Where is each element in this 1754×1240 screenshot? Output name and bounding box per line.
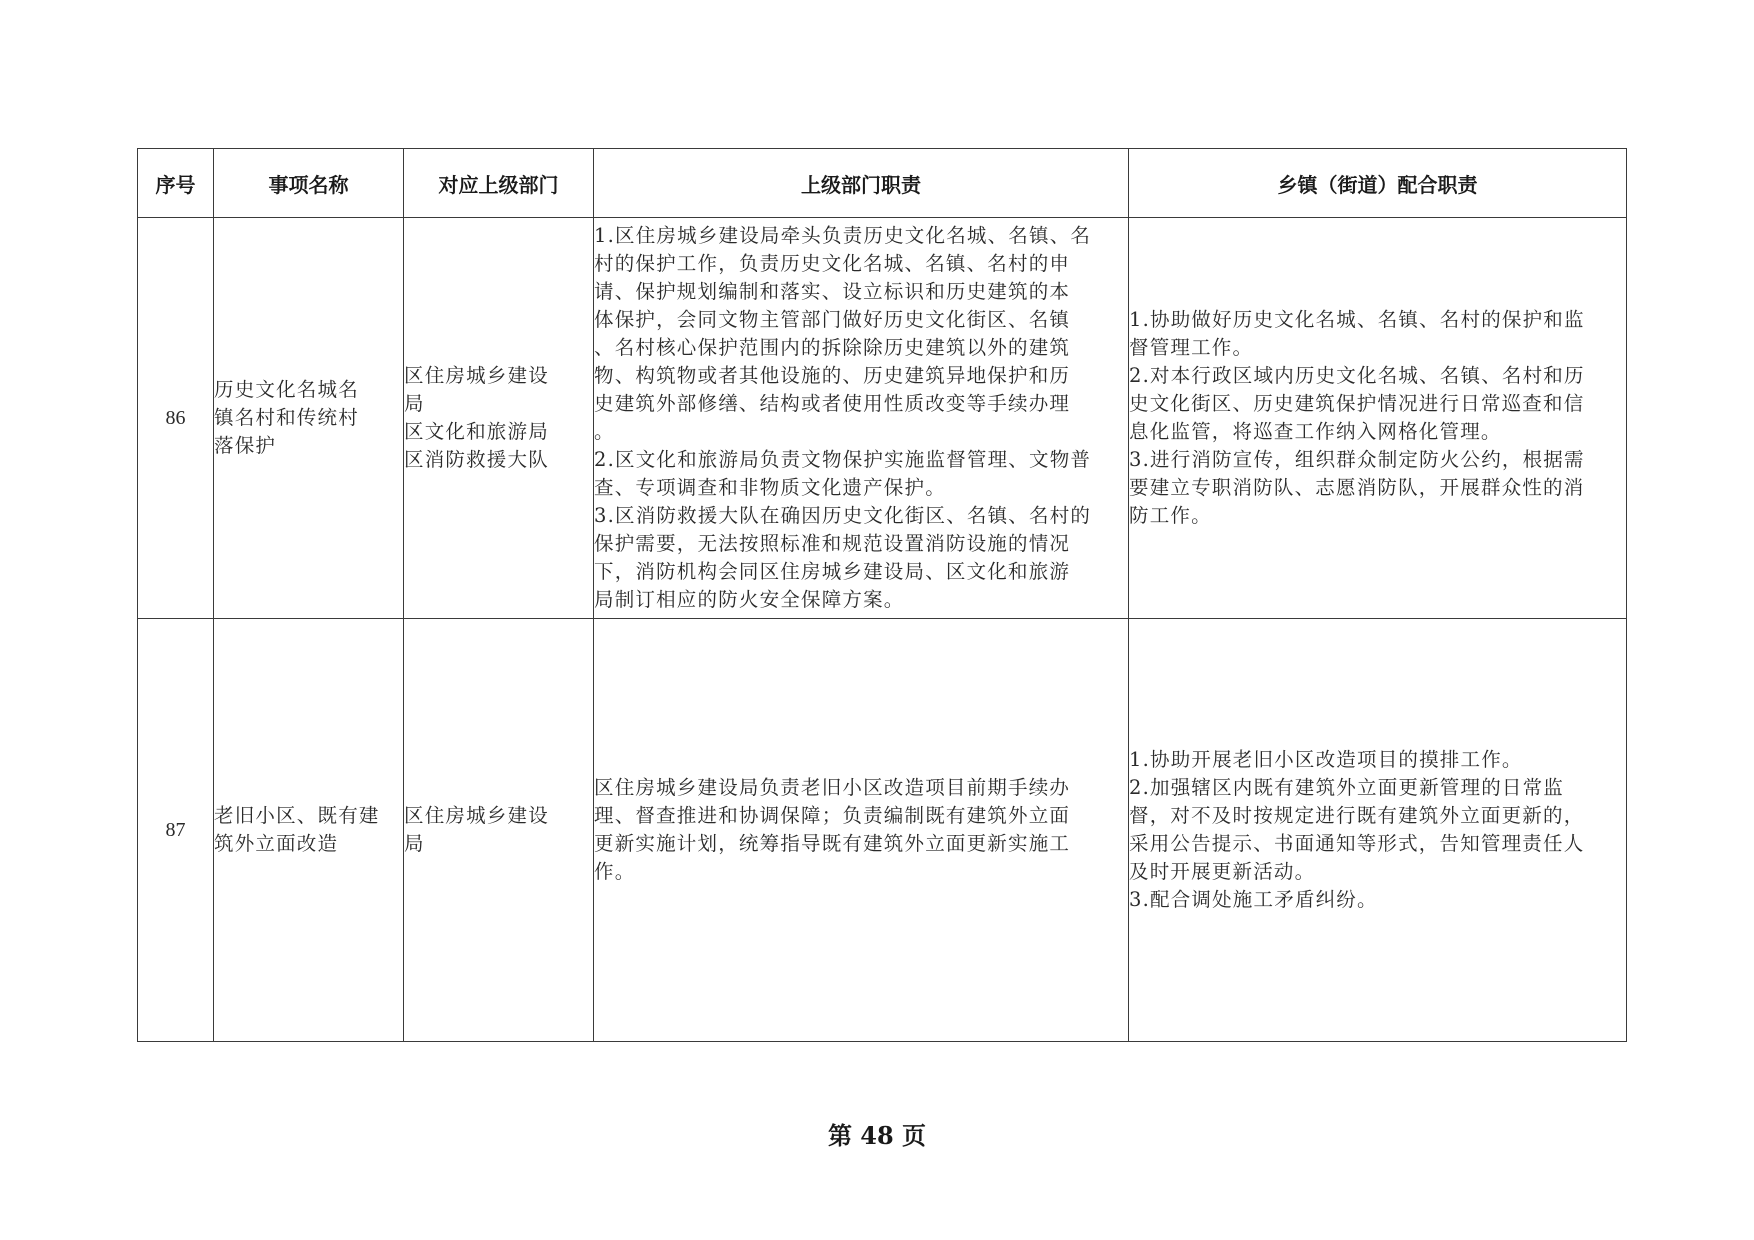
cell-line: 物、构筑物或者其他设施的、历史建筑异地保护和历 [594,364,1071,387]
cell-line: 区住房城乡建设 [404,364,549,387]
upper-department-cell [404,619,594,1042]
upper-duties-cell [594,218,1129,619]
town-duties-cell [1129,619,1627,1042]
row-number: 86 [138,218,214,619]
cell-line: 3.区消防救援大队在确因历史文化街区、名镇、名村的 [594,504,1092,527]
cell-line: 局 [404,392,425,415]
cell-line: 下，消防机构会同区住房城乡建设局、区文化和旅游 [594,560,1071,583]
upper-department-cell [404,218,594,619]
header-upper-department: 对应上级部门 [404,149,594,218]
cell-line: 2.对本行政区域内历史文化名城、名镇、名村和历 [1129,364,1585,387]
header-item-name: 事项名称 [214,149,404,218]
cell-line: 3.配合调处施工矛盾纠纷。 [1129,888,1378,911]
cell-line: 历史文化名城名 [214,378,359,401]
cell-line: 。 [594,420,615,443]
cell-line: 局 [404,832,425,855]
cell-line: 史建筑外部修缮、结构或者使用性质改变等手续办理 [594,392,1071,415]
header-index: 序号 [138,149,214,218]
table-row [138,218,1627,619]
cell-line: 2.区文化和旅游局负责文物保护实施监督管理、文物普 [594,448,1092,471]
table-row [138,619,1627,1042]
cell-line: 区住房城乡建设局负责老旧小区改造项目前期手续办 [594,776,1071,799]
item-name-cell [214,218,404,619]
cell-line: 区文化和旅游局 [404,420,549,443]
cell-line: 3.进行消防宣传，组织群众制定防火公约，根据需 [1129,448,1585,471]
upper-duties-cell [594,619,1129,1042]
cell-line: 采用公告提示、书面通知等形式，告知管理责任人 [1129,832,1585,855]
cell-line: 区消防救援大队 [404,448,549,471]
cell-line: 局制订相应的防火安全保障方案。 [594,588,905,611]
cell-line: 请、保护规划编制和落实、设立标识和历史建筑的本 [594,280,1071,303]
town-duties-cell [1129,218,1627,619]
cell-line: 及时开展更新活动。 [1129,860,1316,883]
cell-line: 区住房城乡建设 [404,804,549,827]
cell-line: 更新实施计划，统筹指导既有建筑外立面更新实施工 [594,832,1071,855]
cell-line: 老旧小区、既有建 [214,804,380,827]
cell-line: 督，对不及时按规定进行既有建筑外立面更新的， [1129,804,1585,827]
cell-line: 体保护，会同文物主管部门做好历史文化街区、名镇 [594,308,1071,331]
cell-line: 查、专项调查和非物质文化遗产保护。 [594,476,946,499]
cell-line: 筑外立面改造 [214,832,339,855]
cell-line: 防工作。 [1129,504,1212,527]
page-number: 第 48 页 [827,1121,927,1150]
cell-line: 1.协助做好历史文化名城、名镇、名村的保护和监 [1129,308,1585,331]
cell-line: 督管理工作。 [1129,336,1254,359]
header-town-duties: 乡镇（街道）配合职责 [1129,149,1627,218]
cell-line: 村的保护工作，负责历史文化名城、名镇、名村的申 [594,252,1071,275]
row-number: 87 [138,619,214,1042]
cell-line: 1.区住房城乡建设局牵头负责历史文化名城、名镇、名 [594,224,1092,247]
cell-line: 2.加强辖区内既有建筑外立面更新管理的日常监 [1129,776,1565,799]
header-upper-duties: 上级部门职责 [594,149,1129,218]
cell-line: 1.协助开展老旧小区改造项目的摸排工作。 [1129,748,1523,771]
cell-line: 作。 [594,860,636,883]
cell-line: 息化监管，将巡查工作纳入网格化管理。 [1129,420,1502,443]
cell-line: 落保护 [214,434,277,457]
cell-line: 、名村核心保护范围内的拆除除历史建筑以外的建筑 [594,336,1071,359]
duty-table [137,148,1627,1042]
cell-line: 史文化街区、历史建筑保护情况进行日常巡查和信 [1129,392,1585,415]
table-header-row [138,149,1627,218]
cell-line: 要建立专职消防队、志愿消防队，开展群众性的消 [1129,476,1585,499]
cell-line: 镇名村和传统村 [214,406,359,429]
item-name-cell [214,619,404,1042]
cell-line: 理、督查推进和协调保障；负责编制既有建筑外立面 [594,804,1071,827]
cell-line: 保护需要，无法按照标准和规范设置消防设施的情况 [594,532,1071,555]
